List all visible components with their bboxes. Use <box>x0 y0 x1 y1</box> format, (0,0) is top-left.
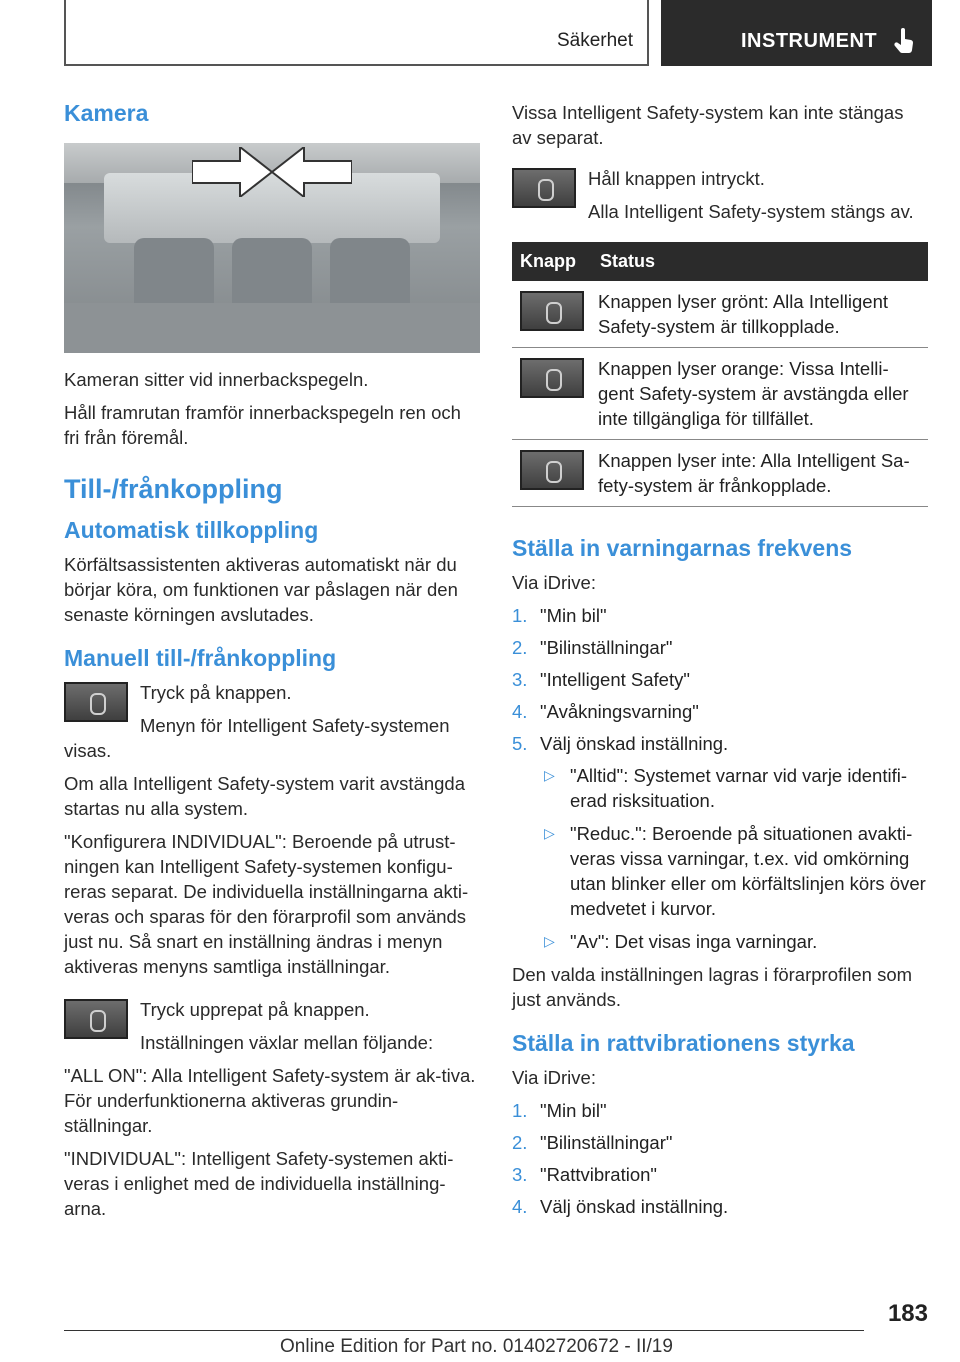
heading-camera: Kamera <box>64 100 149 126</box>
safety-button-icon <box>64 682 128 722</box>
list-item: 2. "Bilinställningar" <box>512 1132 673 1153</box>
list-item: ▷ "Alltid": Systemet varnar vid varje identifi-erad risksituation. <box>544 765 908 811</box>
safety-button-icon <box>520 358 584 398</box>
toggle-text: Inställningen växlar mellan följande: <box>140 1032 434 1053</box>
frequency-options <box>540 763 928 954</box>
via-idrive: Via iDrive: <box>512 572 596 593</box>
status-cell: Knappen lyser orange: Vissa Intelli-gent Safety-system är avstängda eller inte tillgängliga för tillfället. <box>592 348 928 440</box>
list-item: ▷ "Reduc.": Beroende på situationen avakti-veras vissa varningar, t.ex. vid omkörning utan blinker eller om körfältslinjen körs över medvetet i kurvor. <box>544 823 926 919</box>
press-text: Tryck på knappen. <box>140 682 292 703</box>
safety-button-icon <box>520 450 584 490</box>
triangle-bullet-icon: ▷ <box>544 825 555 841</box>
safety-button-icon <box>520 291 584 331</box>
table-row <box>512 440 928 507</box>
triangle-bullet-icon: ▷ <box>544 933 555 949</box>
status-cell: Knappen lyser inte: Alla Intelligent Sa-fety-system är frånkopplade. <box>592 440 928 507</box>
list-item: 1. "Min bil" <box>512 605 607 626</box>
arrow-right-icon <box>192 147 272 197</box>
list-item: 5. Välj önskad inställning. <box>512 733 729 754</box>
heading-switch: Till-/frånkoppling <box>64 474 283 504</box>
all-on-text: "ALL ON": Alla Intelligent Safety-system är ak-tiva. För underfunktionerna aktiveras grundin-ställningar. <box>64 1065 476 1136</box>
vibration-steps <box>512 1098 928 1219</box>
list-item: 4. "Avåkningsvarning" <box>512 701 699 722</box>
safety-button-icon <box>64 999 128 1039</box>
chapter-tab <box>661 0 932 66</box>
individual-text: "INDIVIDUAL": Intelligent Safety-systemen akti-veras i enlighet med de individuella inställning-arna. <box>64 1148 454 1219</box>
page-header <box>64 0 932 66</box>
list-item: 1. "Min bil" <box>512 1100 607 1121</box>
list-item: 2. "Bilinställningar" <box>512 637 673 658</box>
camera-clean-note: Håll framrutan framför innerbackspegeln ren och fri från föremål. <box>64 402 461 448</box>
heading-auto: Automatisk tillkoppling <box>64 517 319 543</box>
column-button: Knapp <box>512 242 592 281</box>
hold-button-row <box>512 166 928 224</box>
footer-edition: Online Edition for Part no. 01402720672 - II/19 <box>280 1336 673 1357</box>
footer-divider <box>64 1330 864 1331</box>
list-item: ▷ "Av": Det visas inga varningar. <box>544 931 818 952</box>
left-column <box>64 100 480 1229</box>
list-item: 3. "Intelligent Safety" <box>512 669 690 690</box>
camera-photo <box>64 143 480 353</box>
safety-button-icon <box>512 168 576 208</box>
arrow-left-icon <box>272 147 352 197</box>
repeat-button-row <box>64 997 480 1055</box>
heading-frequency: Ställa in varningarnas frekvens <box>512 535 853 561</box>
frequency-steps <box>512 603 928 756</box>
hold-text: Håll knappen intryckt. <box>588 168 765 189</box>
list-item: 3. "Rattvibration" <box>512 1164 657 1185</box>
section-title: Säkerhet <box>556 30 633 51</box>
hold-result-text: Alla Intelligent Safety-system stängs av. <box>588 201 914 222</box>
auto-text: Körfältsassistenten aktiveras automatiskt när du börjar köra, om funktionen var påslagen när den senaste körningen avslutades. <box>64 554 458 625</box>
heading-manual: Manuell till-/frånkoppling <box>64 645 337 671</box>
table-row <box>512 348 928 440</box>
column-status: Status <box>592 242 928 281</box>
status-table <box>512 242 928 507</box>
page-number: 183 <box>887 1300 928 1327</box>
via-idrive: Via iDrive: <box>512 1067 596 1088</box>
repeat-text: Tryck upprepat på knappen. <box>140 999 370 1020</box>
triangle-bullet-icon: ▷ <box>544 767 555 783</box>
status-cell: Knappen lyser grönt: Alla Intelligent Safety-system är tillkopplade. <box>592 281 928 348</box>
all-off-text: Om alla Intelligent Safety-system varit avstängda startas nu alla system. <box>64 773 466 819</box>
section-tab <box>64 0 649 66</box>
press-button-row <box>64 680 480 763</box>
saved-text: Den valda inställningen lagras i förarprofilen som just används. <box>512 964 913 1010</box>
intro-text: Vissa Intelligent Safety-system kan inte stängas av separat. <box>512 102 904 148</box>
menu-text: Menyn för Intelligent Safety-systemen visas. <box>64 715 450 761</box>
heading-vibration: Ställa in rattvibrationens styrka <box>512 1030 855 1056</box>
list-item: 4. Välj önskad inställning. <box>512 1196 729 1217</box>
pointing-hand-icon <box>893 28 915 54</box>
configure-text: "Konfigurera INDIVIDUAL": Beroende på utrust-ningen kan Intelligent Safety-systemen konfigu-reras separat. De individuella inställningarna akti-veras och sparas för den förarprofil som används just nu. Så snart en inställning ändras i menyn aktiveras menyns samtliga inställningar. <box>64 831 469 977</box>
camera-location: Kameran sitter vid innerbackspegeln. <box>64 369 369 390</box>
chapter-title: INSTRUMENT <box>741 30 878 52</box>
table-row <box>512 281 928 348</box>
right-column <box>512 100 928 1226</box>
